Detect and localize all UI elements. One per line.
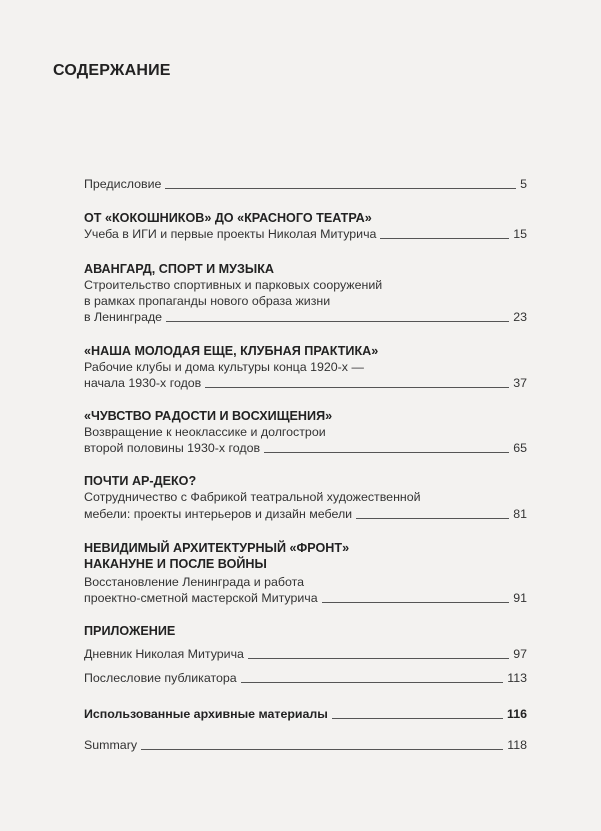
section-heading: ПРИЛОЖЕНИЕ: [84, 624, 176, 638]
leader-line: [205, 387, 509, 388]
page-number: 5: [520, 177, 527, 191]
entry-label: в Ленинграде: [84, 310, 163, 324]
toc-entry-preface[interactable]: [84, 176, 527, 192]
entry-subtitle-line: Возвращение к неоклассике и долгострои: [84, 425, 326, 439]
page-number: 37: [513, 376, 527, 390]
page-number: 15: [513, 227, 527, 241]
entry-subtitle-line: Строительство спортивных и парковых сооружений: [84, 278, 383, 292]
section-heading: «ЧУВСТВО РАДОСТИ И ВОСХИЩЕНИЯ»: [84, 409, 333, 423]
entry-subtitle-line: Восстановление Ленинграда и работа: [84, 575, 305, 589]
toc-entry-section-2[interactable]: [84, 309, 527, 325]
page-number: 113: [507, 671, 527, 685]
page-number: 23: [513, 310, 527, 324]
entry-subtitle-line: в рамках пропаганды нового образа жизни: [84, 294, 331, 308]
leader-line: [166, 321, 509, 322]
leader-line: [248, 658, 509, 659]
leader-line: [165, 188, 516, 189]
toc-entry-section-3[interactable]: [84, 375, 527, 391]
page-title: СОДЕРЖАНИЕ: [53, 62, 171, 79]
entry-label: мебели: проекты интерьеров и дизайн мебели: [84, 507, 353, 521]
entry-subtitle-line: Сотрудничество с Фабрикой театральной художественной: [84, 490, 421, 504]
leader-line: [332, 718, 503, 719]
entry-label: второй половины 1930-х годов: [84, 441, 261, 455]
toc-entry-archive[interactable]: [84, 706, 527, 722]
leader-line: [380, 238, 509, 239]
page-number: 97: [513, 647, 527, 661]
leader-line: [264, 452, 509, 453]
section-heading: «НАША МОЛОДАЯ ЕЩЕ, КЛУБНАЯ ПРАКТИКА»: [84, 344, 379, 358]
section-heading: АВАНГАРД, СПОРТ И МУЗЫКА: [84, 262, 275, 276]
toc-entry-summary[interactable]: [84, 737, 527, 753]
leader-line: [241, 682, 504, 683]
page-number: 65: [513, 441, 527, 455]
entry-label: Дневник Николая Митурича: [84, 647, 244, 661]
entry-label: Послесловие публикатора: [84, 671, 237, 685]
toc-entry-section-1[interactable]: [84, 226, 527, 242]
section-heading: НЕВИДИМЫЙ АРХИТЕКТУРНЫЙ «ФРОНТ»: [84, 541, 350, 555]
page-number: 81: [513, 507, 527, 521]
entry-label: Учеба в ИГИ и первые проекты Николая Митурича: [84, 227, 377, 241]
section-heading: ОТ «КОКОШНИКОВ» ДО «КРАСНОГО ТЕАТРА»: [84, 211, 372, 225]
page-number: 118: [507, 738, 527, 752]
toc-entry-appendix-afterword[interactable]: [84, 670, 527, 686]
page-number: 116: [507, 707, 527, 721]
toc-entry-section-6[interactable]: [84, 590, 527, 606]
toc-entry-section-5[interactable]: [84, 506, 527, 522]
entry-subtitle-line: Рабочие клубы и дома культуры конца 1920-х —: [84, 360, 364, 374]
leader-line: [322, 602, 510, 603]
entry-label: Summary: [84, 738, 138, 752]
section-heading: ПОЧТИ АР-ДЕКО?: [84, 474, 197, 488]
page-number: 91: [513, 591, 527, 605]
leader-line: [356, 518, 509, 519]
toc-entry-section-4[interactable]: [84, 440, 527, 456]
toc-entry-appendix-diary[interactable]: [84, 646, 527, 662]
entry-label: Использованные архивные материалы: [84, 707, 328, 721]
entry-label: проектно-сметной мастерской Митурича: [84, 591, 318, 605]
entry-label: Предисловие: [84, 177, 162, 191]
leader-line: [141, 749, 503, 750]
section-heading: НАКАНУНЕ И ПОСЛЕ ВОЙНЫ: [84, 557, 267, 571]
entry-label: начала 1930-х годов: [84, 376, 202, 390]
